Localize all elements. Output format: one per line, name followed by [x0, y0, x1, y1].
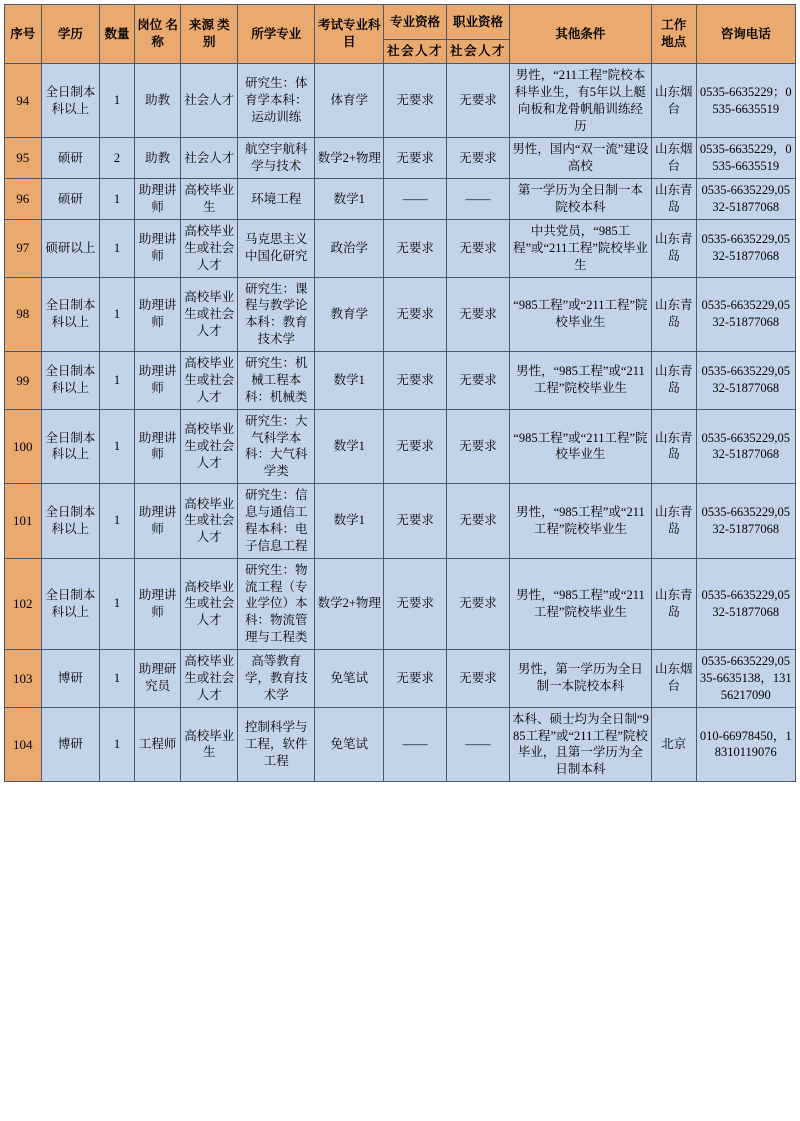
cell-work-place: 山东青岛: [651, 179, 696, 220]
cell-education: 博研: [41, 650, 100, 708]
cell-vocational-qualification: 无要求: [447, 558, 510, 649]
cell-vocational-qualification: 无要求: [447, 650, 510, 708]
cell-professional-qualification: 无要求: [384, 484, 447, 559]
cell-vocational-qualification: ——: [447, 179, 510, 220]
cell-major: 控制科学与工程，软件工程: [238, 707, 315, 782]
cell-education: 全日制本科以上: [41, 409, 100, 484]
cell-professional-qualification: 无要求: [384, 558, 447, 649]
cell-professional-qualification: 无要求: [384, 219, 447, 277]
cell-professional-qualification: 无要求: [384, 650, 447, 708]
cell-professional-qualification: 无要求: [384, 409, 447, 484]
cell-exam-subject: 体育学: [315, 63, 384, 138]
cell-phone: 0535-6635229，0535-6635519: [696, 138, 795, 179]
cell-education: 硕研: [41, 179, 100, 220]
table-row: [5, 138, 796, 179]
cell-vocational-qualification: 无要求: [447, 277, 510, 352]
cell-source-type: 高校毕业生或社会人才: [181, 409, 238, 484]
cell-seq: 100: [5, 409, 42, 484]
cell-quantity: 1: [100, 707, 134, 782]
cell-source-type: 高校毕业生: [181, 707, 238, 782]
cell-professional-qualification: ——: [384, 179, 447, 220]
cell-phone: 0535-6635229,0532-51877068: [696, 484, 795, 559]
cell-work-place: 山东青岛: [651, 219, 696, 277]
cell-professional-qualification: 无要求: [384, 277, 447, 352]
cell-seq: 98: [5, 277, 42, 352]
cell-other-conditions: 本科、硕士均为全日制“985工程”或“211工程”院校毕业，且第一学历为全日制本科: [509, 707, 651, 782]
cell-quantity: 1: [100, 179, 134, 220]
cell-post-name: 工程师: [134, 707, 181, 782]
cell-major: 研究生：信息与通信工程本科：电子信息工程: [238, 484, 315, 559]
cell-exam-subject: 数学2+物理: [315, 138, 384, 179]
cell-exam-subject: 数学1: [315, 352, 384, 410]
cell-source-type: 社会人才: [181, 138, 238, 179]
cell-phone: 0535-6635229；0535-6635519: [696, 63, 795, 138]
cell-vocational-qualification: 无要求: [447, 352, 510, 410]
cell-vocational-qualification: 无要求: [447, 138, 510, 179]
cell-seq: 97: [5, 219, 42, 277]
cell-source-type: 高校毕业生或社会人才: [181, 558, 238, 649]
cell-education: 全日制本科以上: [41, 484, 100, 559]
cell-education: 全日制本科以上: [41, 277, 100, 352]
cell-exam-subject: 免笔试: [315, 707, 384, 782]
header-seq: 序号: [5, 5, 42, 64]
cell-other-conditions: “985工程”或“211工程”院校毕业生: [509, 277, 651, 352]
cell-seq: 96: [5, 179, 42, 220]
cell-vocational-qualification: 无要求: [447, 484, 510, 559]
cell-major: 马克思主义中国化研究: [238, 219, 315, 277]
cell-post-name: 助理讲师: [134, 277, 181, 352]
cell-education: 全日制本科以上: [41, 352, 100, 410]
table-row: [5, 409, 796, 484]
cell-major: 研究生：物流工程（专业学位）本科：物流管理与工程类: [238, 558, 315, 649]
table-row: [5, 219, 796, 277]
cell-quantity: 1: [100, 650, 134, 708]
cell-exam-subject: 数学1: [315, 179, 384, 220]
table-row: [5, 707, 796, 782]
table-row: [5, 558, 796, 649]
table-row: [5, 179, 796, 220]
header-vocational-qualification: 职业资格: [447, 5, 510, 40]
table-body: [5, 63, 796, 781]
cell-major: 研究生：机械工程本科：机械类: [238, 352, 315, 410]
cell-source-type: 高校毕业生: [181, 179, 238, 220]
cell-work-place: 山东青岛: [651, 409, 696, 484]
cell-other-conditions: “985工程”或“211工程”院校毕业生: [509, 409, 651, 484]
cell-vocational-qualification: 无要求: [447, 219, 510, 277]
table-row: [5, 63, 796, 138]
cell-seq: 102: [5, 558, 42, 649]
cell-source-type: 高校毕业生或社会人才: [181, 484, 238, 559]
cell-phone: 0535-6635229,0532-51877068: [696, 179, 795, 220]
cell-other-conditions: 中共党员，“985工程”或“211工程”院校毕业生: [509, 219, 651, 277]
cell-professional-qualification: 无要求: [384, 138, 447, 179]
cell-phone: 0535-6635229,0532-51877068: [696, 352, 795, 410]
cell-exam-subject: 数学2+物理: [315, 558, 384, 649]
cell-phone: 0535-6635229,0535-6635138，13156217090: [696, 650, 795, 708]
cell-vocational-qualification: 无要求: [447, 409, 510, 484]
header-row-1: [5, 5, 796, 40]
cell-vocational-qualification: ——: [447, 707, 510, 782]
cell-seq: 99: [5, 352, 42, 410]
cell-post-name: 助教: [134, 63, 181, 138]
cell-post-name: 助理讲师: [134, 179, 181, 220]
cell-post-name: 助理讲师: [134, 219, 181, 277]
cell-exam-subject: 数学1: [315, 409, 384, 484]
cell-other-conditions: 男性，国内“双一流”建设高校: [509, 138, 651, 179]
cell-work-place: 山东烟台: [651, 63, 696, 138]
cell-post-name: 助教: [134, 138, 181, 179]
header-exam-subject: 考试专业科 目: [315, 5, 384, 64]
cell-exam-subject: 教育学: [315, 277, 384, 352]
cell-work-place: 山东青岛: [651, 558, 696, 649]
cell-other-conditions: 第一学历为全日制一本院校本科: [509, 179, 651, 220]
cell-phone: 0535-6635229,0532-51877068: [696, 277, 795, 352]
header-quantity: 数量: [100, 5, 134, 64]
cell-education: 硕研: [41, 138, 100, 179]
header-work-place: 工作 地点: [651, 5, 696, 64]
cell-quantity: 1: [100, 277, 134, 352]
cell-quantity: 1: [100, 409, 134, 484]
header-social-talent-professional: 社会人才: [384, 40, 447, 64]
cell-post-name: 助理讲师: [134, 409, 181, 484]
cell-professional-qualification: 无要求: [384, 352, 447, 410]
cell-source-type: 社会人才: [181, 63, 238, 138]
header-post-name: 岗位 名称: [134, 5, 181, 64]
header-major: 所学专业: [238, 5, 315, 64]
cell-education: 硕研以上: [41, 219, 100, 277]
cell-exam-subject: 政治学: [315, 219, 384, 277]
cell-exam-subject: 数学1: [315, 484, 384, 559]
cell-major: 高等教育学，教育技术学: [238, 650, 315, 708]
header-social-talent-vocational: 社会人才: [447, 40, 510, 64]
cell-post-name: 助理研究员: [134, 650, 181, 708]
cell-quantity: 1: [100, 219, 134, 277]
cell-quantity: 1: [100, 558, 134, 649]
table-header: [5, 5, 796, 64]
cell-quantity: 1: [100, 484, 134, 559]
cell-other-conditions: 男性，“211工程”院校本科毕业生，有5年以上艇向板和龙骨帆船训练经历: [509, 63, 651, 138]
cell-professional-qualification: ——: [384, 707, 447, 782]
cell-major: 研究生：大气科学本科：大气科学类: [238, 409, 315, 484]
cell-phone: 0535-6635229,0532-51877068: [696, 409, 795, 484]
cell-quantity: 1: [100, 352, 134, 410]
cell-education: 全日制本科以上: [41, 63, 100, 138]
cell-work-place: 北京: [651, 707, 696, 782]
cell-other-conditions: 男性，“985工程”或“211工程”院校毕业生: [509, 558, 651, 649]
cell-seq: 101: [5, 484, 42, 559]
cell-quantity: 1: [100, 63, 134, 138]
cell-major: 航空宇航科学与技术: [238, 138, 315, 179]
cell-other-conditions: 男性，“985工程”或“211工程”院校毕业生: [509, 352, 651, 410]
cell-post-name: 助理讲师: [134, 484, 181, 559]
table-row: [5, 352, 796, 410]
cell-phone: 0535-6635229,0532-51877068: [696, 219, 795, 277]
recruitment-table: [4, 4, 796, 782]
cell-phone: 0535-6635229,0532-51877068: [696, 558, 795, 649]
cell-exam-subject: 免笔试: [315, 650, 384, 708]
cell-work-place: 山东青岛: [651, 277, 696, 352]
header-other-conditions: 其他条件: [509, 5, 651, 64]
header-education: 学历: [41, 5, 100, 64]
cell-education: 全日制本科以上: [41, 558, 100, 649]
cell-source-type: 高校毕业生或社会人才: [181, 352, 238, 410]
cell-seq: 104: [5, 707, 42, 782]
header-source-type: 来源 类别: [181, 5, 238, 64]
cell-seq: 103: [5, 650, 42, 708]
cell-work-place: 山东青岛: [651, 484, 696, 559]
cell-source-type: 高校毕业生或社会人才: [181, 277, 238, 352]
cell-seq: 94: [5, 63, 42, 138]
cell-vocational-qualification: 无要求: [447, 63, 510, 138]
header-phone: 咨询电话: [696, 5, 795, 64]
table-row: [5, 277, 796, 352]
cell-major: 研究生：体育学本科：运动训练: [238, 63, 315, 138]
cell-work-place: 山东烟台: [651, 138, 696, 179]
cell-other-conditions: 男性，第一学历为全日制一本院校本科: [509, 650, 651, 708]
cell-work-place: 山东青岛: [651, 352, 696, 410]
cell-post-name: 助理讲师: [134, 352, 181, 410]
table-row: [5, 650, 796, 708]
cell-quantity: 2: [100, 138, 134, 179]
cell-phone: 010-66978450，18310119076: [696, 707, 795, 782]
cell-post-name: 助理讲师: [134, 558, 181, 649]
cell-major: 研究生：课程与教学论本科：教育技术学: [238, 277, 315, 352]
cell-other-conditions: 男性，“985工程”或“211工程”院校毕业生: [509, 484, 651, 559]
cell-source-type: 高校毕业生或社会人才: [181, 219, 238, 277]
cell-major: 环境工程: [238, 179, 315, 220]
header-professional-qualification: 专业资格: [384, 5, 447, 40]
cell-seq: 95: [5, 138, 42, 179]
cell-source-type: 高校毕业生或社会人才: [181, 650, 238, 708]
cell-education: 博研: [41, 707, 100, 782]
cell-professional-qualification: 无要求: [384, 63, 447, 138]
table-row: [5, 484, 796, 559]
cell-work-place: 山东烟台: [651, 650, 696, 708]
